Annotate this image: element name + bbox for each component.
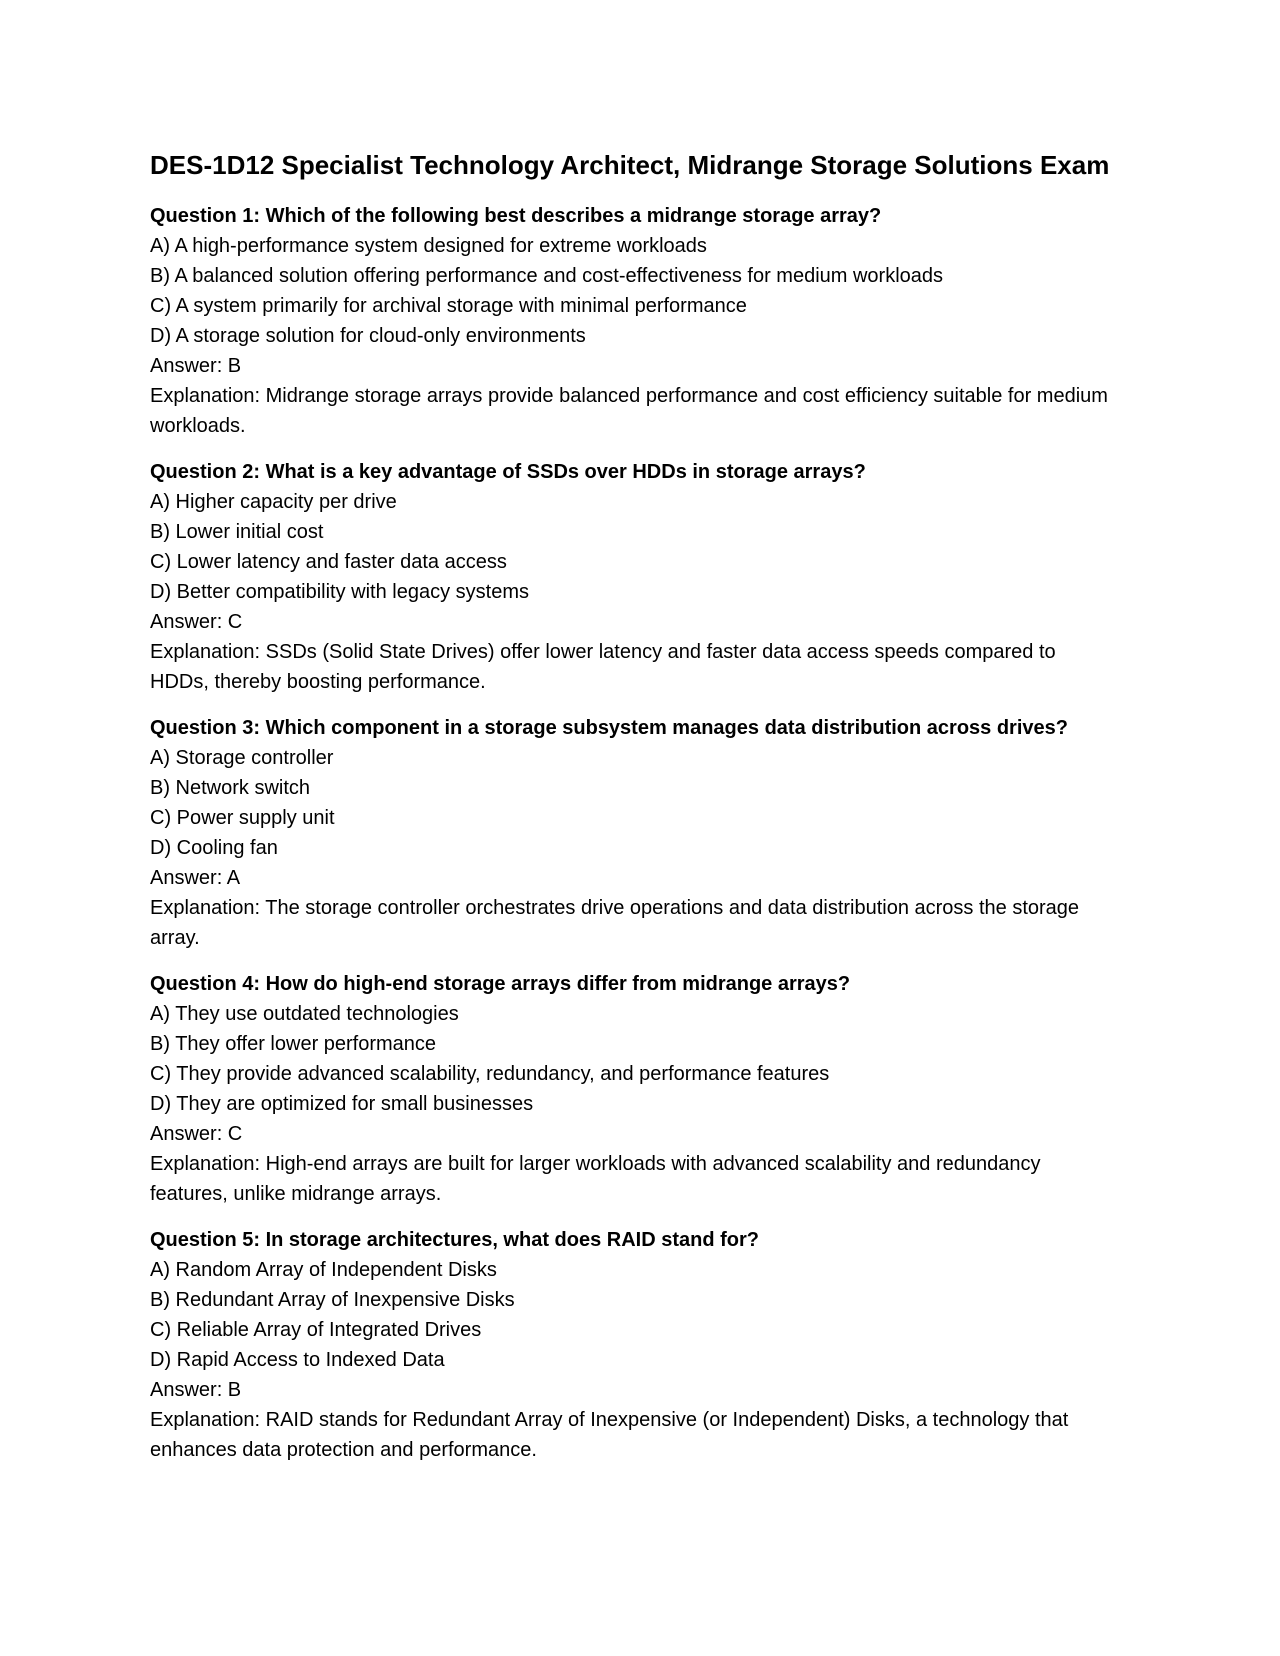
option-d: D) They are optimized for small businesses [150,1093,534,1115]
option-c: C) Reliable Array of Integrated Drives [150,1319,482,1341]
question-text: Question 5: In storage architectures, what does RAID stand for? [150,1229,759,1251]
option-d: D) Cooling fan [150,837,278,859]
explanation-text: Explanation: Midrange storage arrays provide balanced performance and cost efficiency suitable for medium workloads. [150,385,1108,437]
question-text: Question 2: What is a key advantage of SSDs over HDDs in storage arrays? [150,461,866,483]
option-b: B) They offer lower performance [150,1033,437,1055]
option-a: A) Storage controller [150,747,334,769]
document-page [150,148,1130,1481]
question-block-1 [150,201,1130,441]
option-c: C) A system primarily for archival storage with minimal performance [150,295,747,317]
answer-text: Answer: C [150,1123,243,1145]
document-title: DES-1D12 Specialist Technology Architect, Midrange Storage Solutions Exam [150,150,1110,180]
question-block-4 [150,969,1130,1209]
option-b: B) Network switch [150,777,311,799]
explanation-text: Explanation: High-end arrays are built for larger workloads with advanced scalability and redundancy features, unlike midrange arrays. [150,1153,1041,1205]
answer-text: Answer: A [150,867,241,889]
option-d: D) Rapid Access to Indexed Data [150,1349,445,1371]
option-a: A) Higher capacity per drive [150,491,397,513]
answer-text: Answer: B [150,1379,242,1401]
question-block-3 [150,713,1130,953]
option-a: A) A high-performance system designed for extreme workloads [150,235,707,257]
question-block-5 [150,1225,1130,1465]
question-text: Question 4: How do high-end storage arrays differ from midrange arrays? [150,973,851,995]
option-c: C) They provide advanced scalability, redundancy, and performance features [150,1063,830,1085]
option-d: D) A storage solution for cloud-only environments [150,325,586,347]
answer-text: Answer: B [150,355,242,377]
option-b: B) Redundant Array of Inexpensive Disks [150,1289,515,1311]
option-d: D) Better compatibility with legacy systems [150,581,530,603]
explanation-text: Explanation: SSDs (Solid State Drives) offer lower latency and faster data access speeds compared to HDDs, thereby boosting performance. [150,641,1056,693]
question-text: Question 1: Which of the following best describes a midrange storage array? [150,205,882,227]
option-c: C) Lower latency and faster data access [150,551,507,573]
explanation-text: Explanation: The storage controller orchestrates drive operations and data distribution across the storage array. [150,897,1080,949]
option-c: C) Power supply unit [150,807,335,829]
option-b: B) Lower initial cost [150,521,324,543]
answer-text: Answer: C [150,611,243,633]
option-b: B) A balanced solution offering performance and cost-effectiveness for medium workloads [150,265,944,287]
explanation-text: Explanation: RAID stands for Redundant Array of Inexpensive (or Independent) Disks, a technology that enhances data protection and performance. [150,1409,1069,1461]
option-a: A) Random Array of Independent Disks [150,1259,497,1281]
question-text: Question 3: Which component in a storage subsystem manages data distribution across drives? [150,717,1068,739]
question-block-2 [150,457,1130,697]
option-a: A) They use outdated technologies [150,1003,459,1025]
